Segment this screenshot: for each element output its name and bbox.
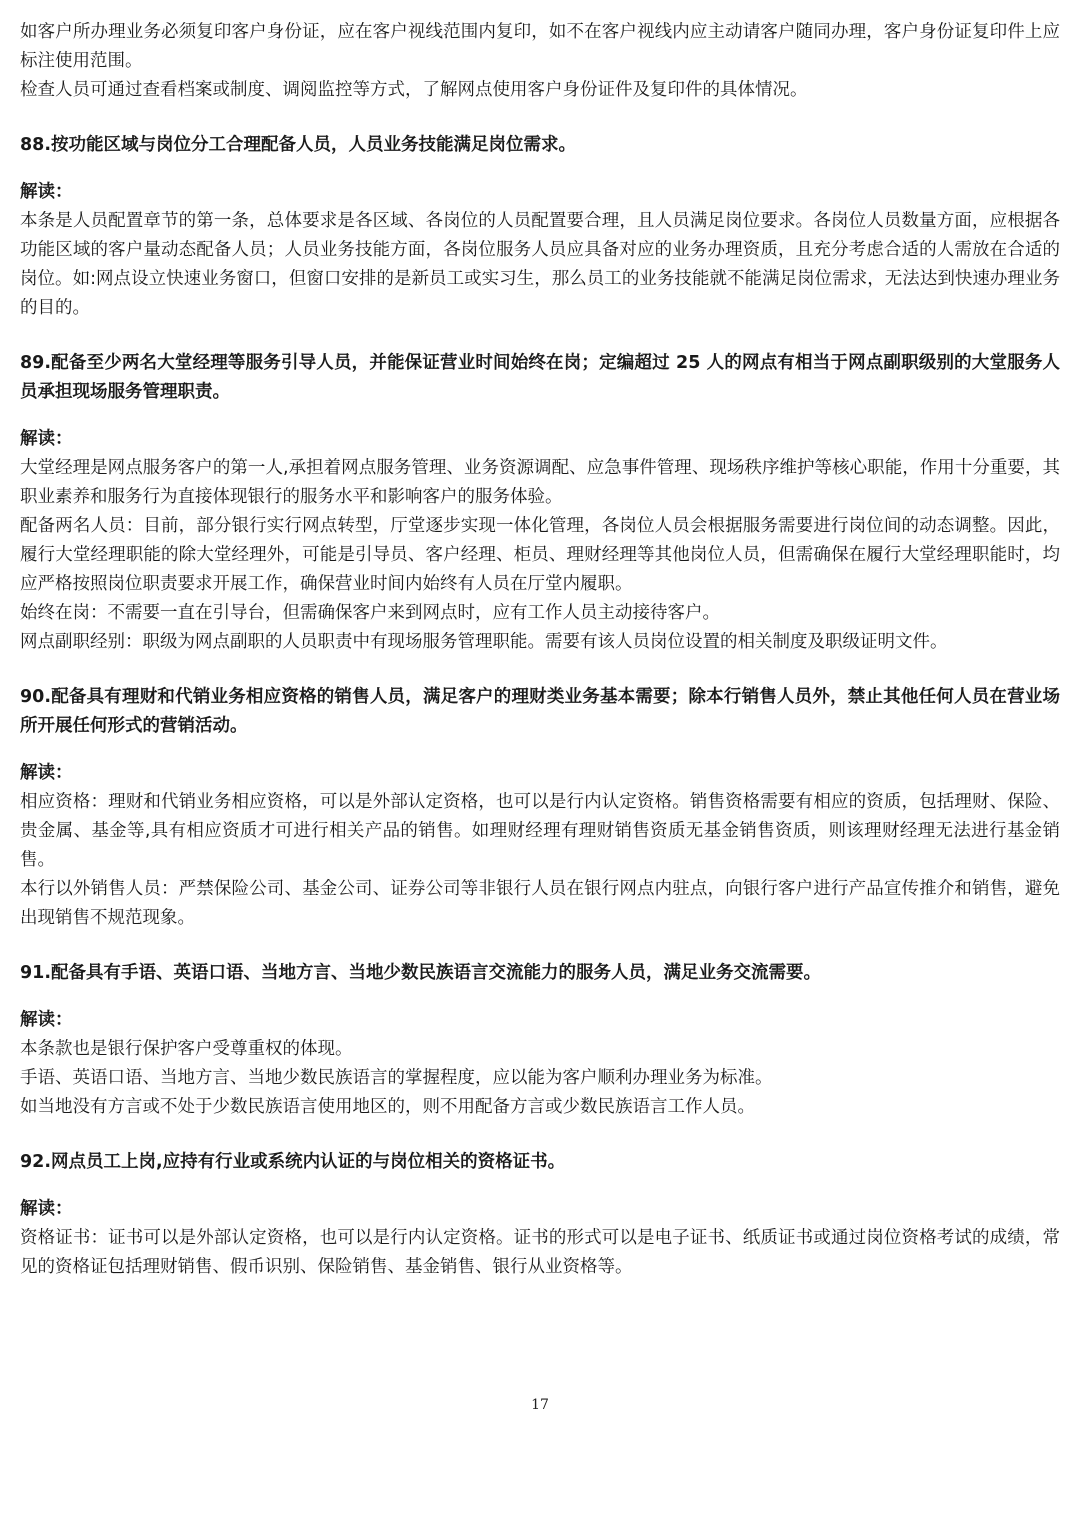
section-paragraph: 大堂经理是网点服务客户的第一人,承担着网点服务管理、业务资源调配、应急事件管理、现场秩序维护等核心职能，作用十分重要，其职业素养和服务行为直接体现银行的服务水平和影响客户的服务体验。 bbox=[20, 458, 1060, 507]
section-paragraph: 资格证书：证书可以是外部认定资格，也可以是行内认定资格。证书的形式可以是电子证书、纸质证书或通过岗位资格考试的成绩，常见的资格证包括理财销售、假币识别、保险销售、基金销售、银行从业资格等。 bbox=[20, 1228, 1060, 1277]
jiedu-label: 解读： bbox=[20, 763, 73, 783]
section-89 bbox=[20, 349, 1060, 657]
section-heading: 89.配备至少两名大堂经理等服务引导人员，并能保证营业时间始终在岗；定编超过 25 人的网点有相当于网点副职级别的大堂服务人员承担现场服务管理职责。 bbox=[20, 353, 1060, 402]
section-92 bbox=[20, 1148, 1060, 1282]
jiedu-label: 解读： bbox=[20, 182, 73, 202]
section-heading: 90.配备具有理财和代销业务相应资格的销售人员，满足客户的理财类业务基本需要；除本行销售人员外，禁止其他任何人员在营业场所开展任何形式的营销活动。 bbox=[20, 687, 1060, 736]
page-number: 17 bbox=[531, 1397, 549, 1413]
jiedu-label: 解读： bbox=[20, 429, 73, 449]
jiedu-label: 解读： bbox=[20, 1010, 73, 1030]
section-paragraph: 本条是人员配置章节的第一条，总体要求是各区域、各岗位的人员配置要合理，且人员满足岗位要求。各岗位人员数量方面，应根据各功能区域的客户量动态配备人员；人员业务技能方面，各岗位服务人员应具备对应的业务办理资质，且充分考虑合适的人需放在合适的岗位。如:网点设立快速业务窗口，但窗口安排的是新员工或实习生，那么员工的业务技能就不能满足岗位需求，无法达到快速办理业务的目的。 bbox=[20, 211, 1060, 318]
section-heading: 91.配备具有手语、英语口语、当地方言、当地少数民族语言交流能力的服务人员，满足业务交流需要。 bbox=[20, 963, 821, 983]
intro-paragraph: 检查人员可通过查看档案或制度、调阅监控等方式，了解网点使用客户身份证件及复印件的具体情况。 bbox=[20, 80, 808, 100]
document-page bbox=[20, 18, 1060, 1282]
section-90 bbox=[20, 683, 1060, 933]
section-91 bbox=[20, 959, 1060, 1122]
section-paragraph: 始终在岗：不需要一直在引导台，但需确保客户来到网点时，应有工作人员主动接待客户。 bbox=[20, 603, 720, 623]
jiedu-label: 解读： bbox=[20, 1199, 73, 1219]
section-heading: 92.网点员工上岗,应持有行业或系统内认证的与岗位相关的资格证书。 bbox=[20, 1152, 566, 1172]
section-paragraph: 相应资格：理财和代销业务相应资格，可以是外部认定资格，也可以是行内认定资格。销售资格需要有相应的资质，包括理财、保险、贵金属、基金等,具有相应资质才可进行相关产品的销售。如理财经理有理财销售资质无基金销售资质，则该理财经理无法进行基金销售。 bbox=[20, 792, 1060, 870]
section-paragraph: 配备两名人员：目前，部分银行实行网点转型，厅堂逐步实现一体化管理，各岗位人员会根据服务需要进行岗位间的动态调整。因此，履行大堂经理职能的除大堂经理外，可能是引导员、客户经理、柜员、理财经理等其他岗位人员，但需确保在履行大堂经理职能时，均应严格按照岗位职责要求开展工作，确保营业时间内始终有人员在厅堂内履职。 bbox=[20, 516, 1060, 594]
section-88 bbox=[20, 131, 1060, 323]
intro-block bbox=[20, 18, 1060, 105]
section-heading: 88.按功能区域与岗位分工合理配备人员，人员业务技能满足岗位需求。 bbox=[20, 135, 576, 155]
section-paragraph: 本条款也是银行保护客户受尊重权的体现。 bbox=[20, 1039, 353, 1059]
section-paragraph: 手语、英语口语、当地方言、当地少数民族语言的掌握程度，应以能为客户顺利办理业务为标准。 bbox=[20, 1068, 773, 1088]
intro-paragraph: 如客户所办理业务必须复印客户身份证，应在客户视线范围内复印，如不在客户视线内应主动请客户随同办理，客户身份证复印件上应标注使用范围。 bbox=[20, 22, 1060, 71]
section-paragraph: 如当地没有方言或不处于少数民族语言使用地区的，则不用配备方言或少数民族语言工作人员。 bbox=[20, 1097, 755, 1117]
section-paragraph: 网点副职经别：职级为网点副职的人员职责中有现场服务管理职能。需要有该人员岗位设置的相关制度及职级证明文件。 bbox=[20, 632, 948, 652]
section-paragraph: 本行以外销售人员：严禁保险公司、基金公司、证券公司等非银行人员在银行网点内驻点，向银行客户进行产品宣传推介和销售，避免出现销售不规范现象。 bbox=[20, 879, 1060, 928]
